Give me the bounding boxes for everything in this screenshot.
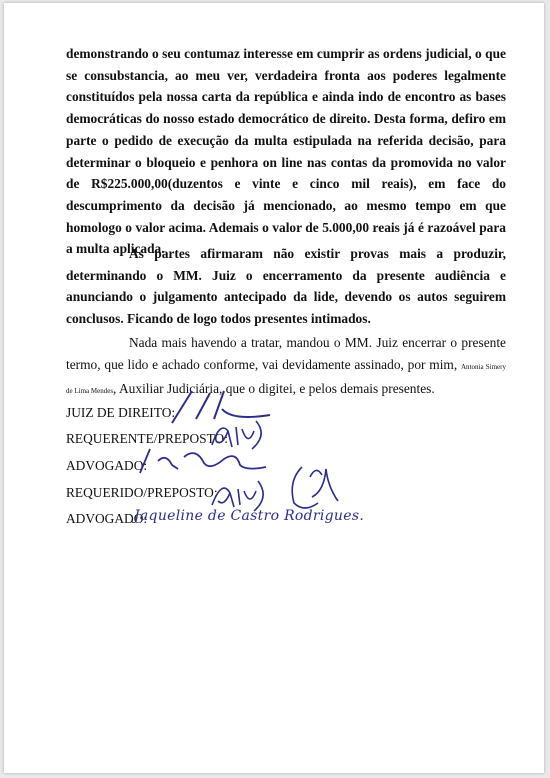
paragraph-closing-hearing: As partes afirmaram não existir provas mais a produzir, determinando o MM. Juiz o encerramento da presente audiência e anunciando o julgamento antecipado da lide, devendo os autos seguirem conclusos. Ficando de logo todos presentes intimados. (66, 246, 506, 327)
judge-label: JUIZ DE DIREITO: (66, 405, 176, 420)
defendant-label: REQUERIDO/PREPOSTO: (66, 485, 218, 500)
document-page (4, 3, 544, 773)
clerk-name: Antonia Simery de Lima Mendes (66, 362, 506, 396)
lawyer2-signature: Jaqueline de Castro Rodrigues. (134, 508, 365, 524)
termination-text-end: , Auxiliar Judiciária, que o digitei, e pelos demais presentes. (113, 381, 435, 397)
termination-text: Nada mais havendo a tratar, mandou o MM. Juiz encerrar o presente termo, que lido e achado conforme, vai devidamente assinado, por mim, (66, 335, 506, 372)
paragraph-decision: demonstrando o seu contumaz interesse em cumprir as ordens judicial, o que se consubstancia, ao meu ver, verdadeira fronta aos poderes legalmente constituídos pela nossa carta da república e ainda indo de encontro as bases democráticas do nosso estado democrático de direito. Desta forma, defiro em parte o pedido de execução da multa estipulada na referida decisão, para determinar o bloqueio e penhora on line nas contas da promovida no valor de R$225.000,00(duzentos e vinte e cinco mil reais), em face do descumprimento da decisão já mencionado, ao mesmo tempo em que homologo o valor acima. Ademais o valor de 5.000,00 reais já é razoável para a multa aplicada. (66, 46, 506, 257)
plaintiff-label: REQUERENTE/PREPOSTO: (66, 431, 228, 446)
defendant-signature (208, 457, 358, 513)
lawyer2-label: ADVOGADO: (66, 511, 148, 526)
paragraph-termination (66, 332, 506, 403)
lawyer1-label: ADVOGADO: (66, 458, 148, 473)
